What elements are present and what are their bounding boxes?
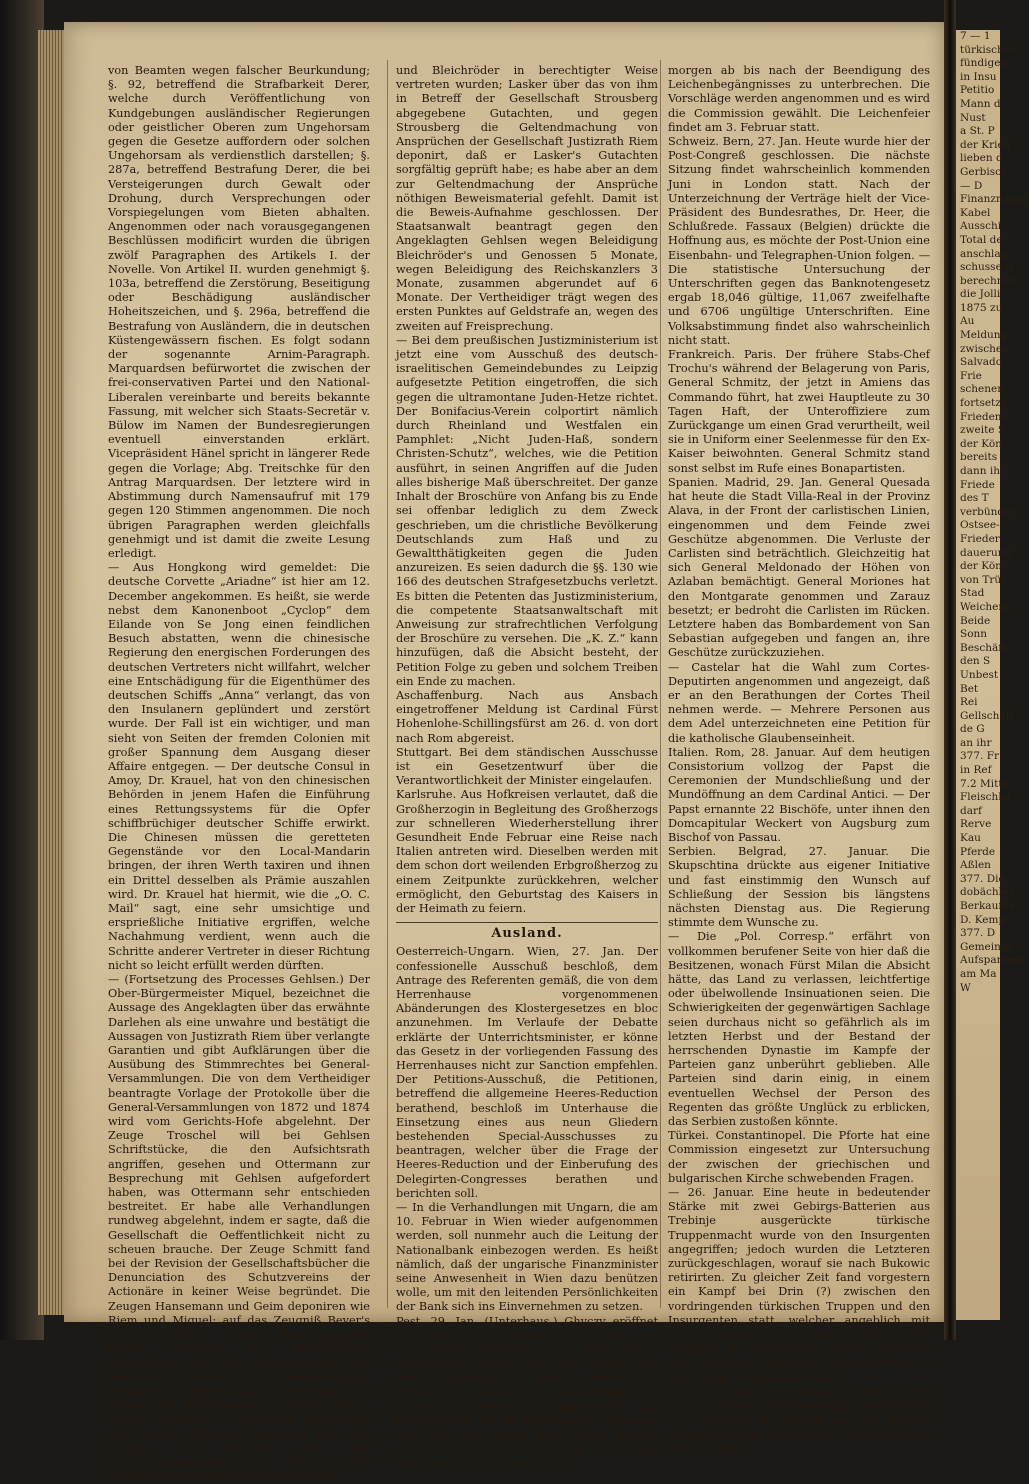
- adjacent-page-fragment: Total de: [960, 233, 1003, 246]
- adjacent-page-fragment: dann ihr: [960, 465, 1005, 477]
- adjacent-page-text-fragments: [956, 30, 1029, 995]
- article-gehlsen-paragraph: — (Fortsetzung des Processes Gehlsen.) Der Ober-Bürgermeister Miquel, bezeichnet die Aussage des Angeklagten über das erwähnte Darlehen als eine unwahre und bestätigt die Aussagen von Justizrath Riem über verlangte Garantien und gibt Aufklärungen über die Ausübung des Stimmrechtes bei General-Versammlungen. Die von dem Vertheidiger beantragte Vorlage der Protokolle über die General-Versammlungen von 1872 und 1874 wird vom Gerichts-Hofe abgelehnt. Der Zeuge Troschel will bei Gehlsen Schriftstücke, die den Aufsichtsrath angriffen, gesehen und Ottermann zur Besprechung mit Gehlsen aufgefordert haben, was Ottermann sehr entschieden bestreitet. Er habe alle Verhandlungen rundweg abgelehnt, indem er sagte, daß die Gesellschaft die Oeffentlichkeit nicht zu scheuen brauche. Der Zeuge Schmitt fand bei der Revision der Gesellschaftsbücher die Denunciation des Schutzvereins der Actionäre in keiner Weise begründet. Die Zeugen Hansemann und Geim deponiren wie Riem und Miquel; auf das Zeugniß Beyer's wird verzichtet. Zeuge Regierungsrath Ewald erwähnt die Anordnungen Strousberg's bei der Actienausgabe und bezeichnet den von der Actiengesellschaft gezahlten Kaufpreis als übertrieben. Es erfolgte die Vernehmung der Zeugen Nizze, Töpfer, Reinhardt, Geheimrath Bleichröder und Lasker. Ersterer deponiren über die Actien, für welche auf der Generalversammlung von 1875 12,000 Stimmen durch Hansemann, Reinhardt: [108, 973, 370, 1484]
- adjacent-page-fragment: Gemeinde: [960, 940, 1014, 953]
- adjacent-page-fragment: an ihr: [960, 736, 992, 749]
- adjacent-page-fragment: Friede: [960, 478, 995, 491]
- adjacent-page-fragment: lieben d: [960, 152, 1003, 165]
- adjacent-page-fragment: darf: [960, 804, 982, 817]
- adjacent-page-fragment: berechnet: [960, 274, 1015, 287]
- adjacent-page-fragment: der Kön: [960, 437, 1002, 450]
- adjacent-page-fragment: Beide: [960, 614, 991, 627]
- adjacent-page-fragment: der Krieg: [960, 138, 1011, 151]
- adjacent-page-fragment: Nust: [960, 111, 986, 124]
- article-oesterreich: Oesterreich-Ungarn. Wien, 27. Jan. Der confessionelle Ausschuß beschloß, dem Antrage des Referenten gemäß, die von dem Herrenhause vorgenommenen Abänderungen des Klostergesetzes en bloc anzunehmen. Im Verlaufe der Debatte erklärte der Unterrichtsminister, er könne das Gesetz in der vorliegenden Fassung des Herrenhauses nicht zur Sanction empfehlen. Der Petitions-Ausschuß, die Petitionen, betreffend die allgemeine Heeres-Reduction berathend, beschloß im Unterhause die Einsetzung eines aus neun Gliedern bestehenden Special-Ausschusses zu beantragen, welcher über die Frage der Heeres-Reduction und der Einberufung des Delegirten-Congresses berathen und berichten soll.: [396, 945, 658, 1200]
- adjacent-page-fragment: Rei: [960, 696, 978, 709]
- article-hongkong-paragraph: — Aus Hongkong wird gemeldet: Die deutsche Corvette „Ariadne“ ist hier am 12. December angekommen. Es heißt, sie werde nebst dem Kanonenboot „Cyclop“ dem Eilande von Se Jong einen feindlichen Besuch abstatten, wenn die chinesische Regierung den energischen Forderungen des deutschen Vertreters nicht willfahrt, welcher eine Entschädigung für die Eigenthümer des deutschen Schiffs „Anna“ verlangt, das von den Insulanern geplündert und zerstört wurde. Der Fall ist ein wichtiger, und man sieht von Seiten der fremden Colonien mit großer Spannung dem Ausgang dieser Affaire entgegen. — Der deutsche Consul in Amoy, Dr. Krauel, hat von den chinesischen Behörden in jenem Hafen die Einführung eines Rettungssystems für die Opfer schiffbrüchiger deutscher Schiffe erwirkt. Die Chinesen müssen die geretteten Gegenstände vor den Local-Mandarin bringen, der ihren Werth taxiren und ihnen ein Drittel desselben als Prämie auszahlen wird. Dr. Krauel hat hiermit, wie die „O. C. Mail“ sagt, eine sehr umsichtige und ersprießliche Initiative ergriffen, welche Nachahmung verdient, wenn auch die Schritte anderer Vertreter in dieser Richtung nicht so leicht erfüllt werden dürften.: [108, 561, 370, 972]
- adjacent-page-fragment: Ostsee-: [960, 519, 1000, 532]
- article-spanien-castelar: — Castelar hat die Wahl zum Cortes-Deputirten angenommen und angezeigt, daß er an den Berathungen der Cortes Theil nehmen werde. — Mehrere Personen aus dem Adel unterzeichneten eine Petition für die katholische Glaubenseinheit.: [668, 660, 930, 745]
- article-tuerkei-kampf: — 26. Januar. Eine heute in bedeutender Stärke mit zwei Gebirgs-Batterien aus Trebinje ausgerückte türkische Truppenmacht wurde von den Insurgenten angegriffen; jedoch wurden die Letzteren zurückgeschlagen, worauf sie nach Bukowic retirirten. Zu gleicher Zeit fand vorgestern ein Kampf bei Drin (?) zwischen den vordringenden türkischen Truppen und den Insurgenten statt, welcher angeblich mit dem Rückzuge der Türken endigte. Zur Deckung des Rückzuges sollen schließlich die türkischen Schiffe mit Geschützfeuer in den Kampf eingegriffen haben.: [668, 1186, 930, 1384]
- adjacent-page-fragment: am Ma: [960, 967, 997, 980]
- article-pest-continued: morgen ab bis nach der Beendigung des Leichenbegängnisses zu unterbrechen. Die Vorschläge werden angenommen und es wird die Commission gewählt. Die Leichenfeier findet am 3. Februar statt.: [668, 64, 930, 134]
- text-column-left: [108, 64, 370, 1484]
- adjacent-page-fragment: de G: [960, 723, 985, 736]
- adjacent-page-fragment: 7 — 1: [960, 30, 991, 42]
- adjacent-page-fragment: Gerbisch: [960, 165, 1008, 178]
- adjacent-page-fragment: Frieder: [960, 532, 1000, 545]
- adjacent-page-fragment: 1875 zu: [960, 301, 1003, 314]
- article-serbien-corresp: — Die „Pol. Corresp.“ erfährt von vollkommen berufener Seite von hier daß die Besitzenen, wonach Fürst Milan die Absicht hätte, das Land zu verlassen, leichtfertige oder übelwollende Insinuationen seien. Die Schwierigkeiten der gegenwärtigen Sachlage seien durchaus nicht so gefährlich als im letzten Herbst und der Bestand der herrschenden Dynastie im Kampfe der Parteien ganz unberührt geblieben. Alle Parteien sind darin einig, in einem eventuellen Wechsel der Person des Regenten das größte Unglück zu erblicken, das Serbien zustoßen könnte.: [668, 930, 930, 1129]
- text-column-right: [668, 64, 930, 1455]
- adjacent-page-fragment: den S: [960, 655, 991, 668]
- text-column-middle: [396, 64, 658, 1470]
- article-aschaffenburg: Aschaffenburg. Nach aus Ansbach eingetroffener Meldung ist Cardinal Fürst Hohenlohe-Schillingsfürst am 26. d. von dort nach Rom abgereist.: [396, 688, 658, 745]
- adjacent-page-fragment: Pferde: [960, 845, 996, 858]
- adjacent-page-fragment: Salvado: [960, 356, 1003, 369]
- newspaper-page: [64, 22, 948, 1484]
- article-tuerkei: Türkei. Constantinopel. Die Pforte hat eine Commission eingesetzt zur Untersuchung der zwischen der griechischen und bulgarischen Kirche schwebenden Fragen.: [668, 1129, 930, 1185]
- adjacent-page-fragment: Petitio: [960, 84, 995, 97]
- adjacent-page-fragment: 377. D: [960, 927, 996, 940]
- adjacent-page-fragment: dobächlen: [960, 886, 1016, 899]
- adjacent-page-fragment: Meldung: [960, 329, 1008, 342]
- article-pest: Pest, 29. Jan. (Unterhaus.) Ghyczy eröffnet die Sitzung mit einem feierlichen, tief ergreifenden Nachrufe für den heute Nacht verstorbenen Franz Deak und schlägt vor, eine Commission zu wählen, welche im Vereine mit den Verwandten, der Regierung und der Pester Municipalbehörde das Erforderliche für die Beerdigung veranlasse und das von morgen dem Hause Bericht erstatte. Der Präsident macht ferner den Vorschlag, die Sitzungen von: [396, 1314, 658, 1470]
- adjacent-page-fragment: in Ref: [960, 764, 992, 777]
- adjacent-page-fragment: Finanzminist: [960, 193, 1029, 206]
- article-karlsruhe: Karlsruhe. Aus Hofkreisen verlautet, daß die Großherzogin in Begleitung des Großherzogs zur schnelleren Wiederherstellung ihrer Gesundheit Ende Februar eine Reise nach Italien antreten wird. Dieselben werden mit dem schon dort weilenden Erbgroßherzog zu einem Zeitpunkte zurückkehren, welcher ermöglicht, den Geburtstag des Kaisers in der Heimath zu feiern.: [396, 788, 658, 915]
- adjacent-page-fragment: Ausschi: [960, 220, 1002, 233]
- adjacent-page-fragment: — D: [960, 179, 983, 192]
- adjacent-page-fragment: Berkaufen: [960, 900, 1016, 912]
- adjacent-page-fragment: Fleischha: [960, 791, 1012, 804]
- adjacent-page-fragment: 377. Die: [960, 872, 1005, 885]
- article-reichstag-paragraph: von Beamten wegen falscher Beurkundung; §. 92, betreffend die Strafbarkeit Derer, welche durch Veröffentlichung von Kundgebungen ausländischer Regierungen oder geistlicher Oberen zum Ungehorsam gegen die Gesetze auffordern oder solchen Ungehorsam als verdienstlich darstellen; §. 287a, betreffend Bestrafung Derer, die bei Versteigerungen durch Gewalt oder Drohung, durch Versprechungen oder Vorspiegelungen vom Bieten abhalten. Angenommen oder nach vorausgegangenen Beschlüssen modificirt wurden die übrigen zwölf Paragraphen des Artikels I. der Novelle. Von Artikel II. wurden genehmigt §. 103a, betreffend die Zerstörung, Beseitigung oder Beschädigung ausländischer Hoheitszeichen, und §. 296a, betreffend die Bestrafung von Ausländern, die in deutschen Küstengewässern fischen. Es folgt sodann der sogenannte Arnim-Paragraph. Marquardsen befürwortet die zwischen der frei-conservativen Partei und den National-Liberalen vereinbarte und bereits bekannte Fassung, mit welcher sich Staats-Secretär v. Bülow im Namen der Bundesregierungen eventuell einverstanden erklärt. Vicepräsident Hänel spricht in längerer Rede gegen die Vorlage; Abg. Treitschke für den Antrag Marquardsen. Der letztere wird in Abstimmung durch Namensaufruf mit 179 gegen 120 Stimmen angenommen. Die noch übrigen Paragraphen werden gleichfalls genehmigt und ist damit die zweite Lesung erledigt.: [108, 64, 370, 560]
- adjacent-page-fragment: Rerve: [960, 818, 992, 831]
- adjacent-page-fragment: Kabel: [960, 206, 991, 219]
- article-petition-paragraph: — Bei dem preußischen Justizministerium ist jetzt eine vom Ausschuß des deutsch-israelitischen Gemeindebundes zu Leipzig aufgesetzte Petition eingetroffen, die sich gegen die ultramontane Juden-Hetze richtet. Der Bonifacius-Verein colportirt nämlich durch Rheinland und Westfalen ein Pamphlet: „Nicht Juden-Haß, sondern Christen-Schutz“, welches, wie die Petition ausführt, in seinen Angriffen auf die Juden alles bisherige Maß überschreitet. Der ganze Inhalt der Broschüre von Anfang bis zu Ende sei offenbar lediglich zu dem Zweck geschrieben, um die christliche Bevölkerung Deutschlands zum Haß und zu Gewaltthätigkeiten gegen die Juden anzureizen. Es seien dadurch die §§. 130 wie 166 des deutschen Strafgesetzbuchs verletzt. Es bitten die Petenten das Justizministerium, die competente Staatsanwaltschaft mit Anweisung zur strafrechtlichen Verfolgung der Broschüre zu versehen. Die „K. Z.“ kann hinzufügen, daß die Absicht besteht, der Petition Folge zu geben und solchem Treiben ein Ende zu machen.: [396, 333, 658, 688]
- article-gehlsen-continued: und Bleichröder in berechtigter Weise vertreten wurden; Lasker über das von ihm in Betreff der Gesellschaft Strousberg abgegebene Gutachten, und gegen Strousberg die Geltendmachung von Ansprüchen der Gesellschaft Justizrath Riem deponirt, daß er Lasker's Gutachten sorgfältig geprüft habe; es habe aber an dem zur Geltendmachung der Ansprüche nöthigen Beweismaterial gefehlt. Damit ist die Beweis-Aufnahme geschlossen. Der Staatsanwalt beantragt gegen den Angeklagten Gehlsen wegen Beleidigung Bleichröder's und Genossen 5 Monate, wegen Beleidigung des Reichskanzlers 3 Monate, zusammen abgerundet auf 6 Monate. Der Vertheidiger trägt wegen des ersten Punktes auf Geldstrafe an, wegen des zweiten auf Freisprechung.: [396, 64, 658, 333]
- adjacent-page-fragment: fündigen: [960, 57, 1008, 70]
- page-edges: [38, 30, 64, 1315]
- adjacent-page-fragment: in Insu: [960, 70, 997, 83]
- adjacent-page-fragment: Stad: [960, 587, 985, 600]
- adjacent-page-fragment: schenen: [960, 383, 1004, 396]
- adjacent-page-fragment: Kau: [960, 832, 981, 845]
- adjacent-page-fragment: verbündet: [960, 505, 1015, 518]
- adjacent-page-fragment: Gellschaft: [960, 709, 1014, 722]
- adjacent-page-fragment: 7.2 Mitte: [960, 777, 1009, 790]
- adjacent-page-fragment: bereits: [960, 451, 998, 464]
- adjacent-page-fragment: von Trüb: [960, 573, 1008, 586]
- adjacent-page-fragment: Beschäft: [960, 641, 1007, 654]
- adjacent-page-fragment: Frie: [960, 369, 982, 382]
- adjacent-page-fragment: Unbest: [960, 668, 999, 681]
- adjacent-page-fragment: Friedens: [960, 410, 1007, 423]
- adjacent-page-fragment: der Kön: [960, 560, 1002, 573]
- article-schweiz: Schweiz. Bern, 27. Jan. Heute wurde hier der Post-Congreß geschlossen. Die nächste Sitzung findet wahrscheinlich kommenden Juni in London statt. Nach der Unterzeichnung der Verträge hielt der Vice-Präsident des Bundesrathes, Dr. Heer, die Schlußrede. Fassaux (Belgien) drückte die Hoffnung aus, es möchte der Post-Union eine Eisenbahn- und Telegraphen-Union folgen. — Die statistische Untersuchung der Unterschriften gegen das Banknotengesetz ergab 18,046 gültige, 11,067 zweifelhafte und 6706 ungültige Unterschriften. Eine Volksabstimmung findet also wahrscheinlich nicht statt.: [668, 135, 930, 347]
- adjacent-page-fragment: schusse w: [960, 261, 1015, 274]
- adjacent-page-fragment: Sonn: [960, 628, 988, 641]
- adjacent-page-fragment: zwischen: [960, 342, 1009, 355]
- adjacent-page-fragment: dauerung: [960, 546, 1012, 559]
- adjacent-page-fragment: die Jolli: [960, 288, 1001, 301]
- adjacent-page-fragment: anschlag: [960, 247, 1008, 260]
- adjacent-page-fragment: D. Kemp: [960, 913, 1006, 926]
- adjacent-page-fragment: Bet: [960, 682, 979, 695]
- article-stuttgart: Stuttgart. Bei dem ständischen Ausschusse ist ein Gesetzentwurf über die Verantwortlichkeit der Minister eingelaufen.: [396, 745, 658, 788]
- adjacent-page-fragment: W: [960, 981, 971, 994]
- section-heading-ausland: Ausland.: [396, 922, 658, 941]
- column-divider: [660, 60, 661, 1308]
- adjacent-page-fragment: Aufspannen: [960, 954, 1024, 967]
- adjacent-page-fragment: Aßlen: [960, 859, 991, 872]
- adjacent-page-fragment: Au: [960, 315, 975, 328]
- adjacent-page-fragment: fortsetzu: [960, 397, 1008, 410]
- adjacent-page-edge: [956, 30, 1029, 1320]
- article-tuerkei-bericht: — Ein officieller telegraphischer Bericht vom 27. d., welcher der Regierung zugekommen ist, sagt über die Kämpfe vom 26. Januar: Ahmed Mukhtar Pascha stieß auf den Höhen von Chounah: [668, 1384, 930, 1455]
- column-divider: [387, 60, 388, 1308]
- adjacent-page-fragment: zweite S: [960, 424, 1006, 437]
- adjacent-page-fragment: türkischen: [960, 43, 1017, 56]
- adjacent-page-fragment: 377. Fr: [960, 750, 1000, 763]
- article-italien: Italien. Rom, 28. Januar. Auf dem heutigen Consistorium vollzog der Papst die Ceremonien der Mundschließung und der Mundöffnung an dem Cardinal Antici. — Der Papst ernannte 22 Bischöfe, unter ihnen den Domcapitular Weckert von Augsburg zum Bischof von Passau.: [668, 745, 930, 844]
- adjacent-page-fragment: des T: [960, 492, 989, 505]
- article-frankreich: Frankreich. Paris. Der frühere Stabs-Chef Trochu's während der Belagerung von Paris, General Schmitz, der jetzt in Amiens das Commando führt, hat zwei Hauptleute zu 30 Tagen Haft, der Unteroffiziere zum Zurückgange um einen Grad verurtheilt, weil sie in Uniform einer Seelenmesse für den Ex-Kaiser beiwohnten. General Schmitz stand sonst selbst im Rufe eines Bonapartisten.: [668, 348, 930, 475]
- article-ungarn-verhandlungen: — In die Verhandlungen mit Ungarn, die am 10. Februar in Wien wieder aufgenommen werden, soll nunmehr auch die Leitung der Nationalbank einbezogen werden. Es heißt nämlich, daß der ungarische Finanzminister seine Anwesenheit in Wien dazu benützen wolle, um mit den leitenden Persönlichkeiten der Bank sich ins Einvernehmen zu setzen.: [396, 1201, 658, 1314]
- adjacent-page-fragment: Weichent: [960, 600, 1010, 613]
- adjacent-page-fragment: a St. P: [960, 125, 995, 138]
- article-spanien: Spanien. Madrid, 29. Jan. General Quesada hat heute die Stadt Villa-Real in der Provinz Alava, in der Front der carlistischen Linien, eingenommen und dem Feinde zwei Geschütze abgenommen. Die Verluste der Carlisten sind beträchtlich. Gleichzeitig hat sich General Meldonado der Höhen von Azlaban bemächtigt. General Moriones hat den Montgarate genommen und Zarauz besetzt; er bedroht die Carlisten im Rücken. Letztere haben das Bombardement von San Sebastian aufgegeben und fangen an, ihre Geschütze zurückzuziehen.: [668, 475, 930, 660]
- adjacent-page-fragment: Mann d: [960, 97, 1001, 110]
- book-gutter: [944, 0, 956, 1340]
- article-serbien: Serbien. Belgrad, 27. Januar. Die Skupschtina drückte aus eigener Initiative und fast einstimmig den Wunsch auf Schließung der Session bis längstens nächsten Dienstag aus. Die Regierung stimmte dem Wunsche zu.: [668, 845, 930, 930]
